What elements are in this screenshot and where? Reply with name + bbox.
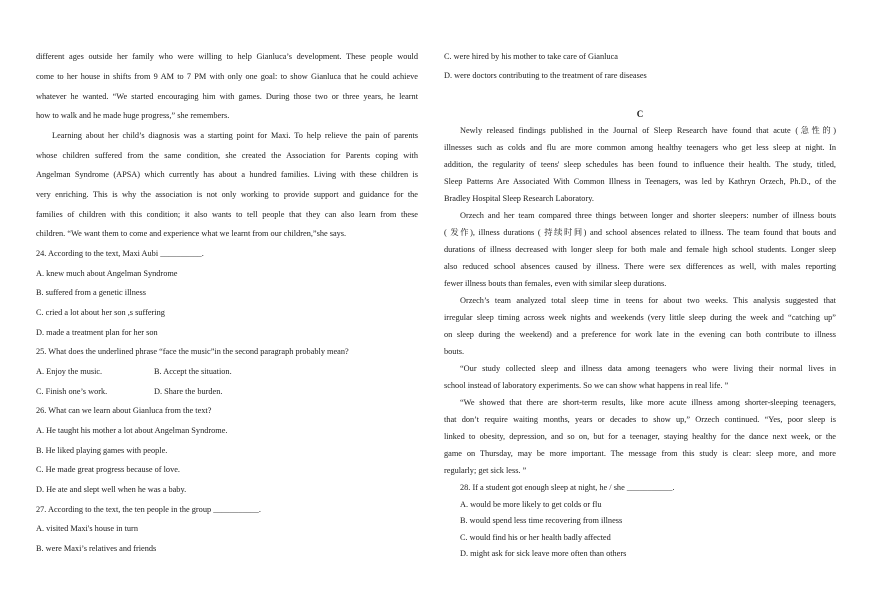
option: C. would find his or her health badly affected (460, 533, 611, 542)
option: B. suffered from a genetic illness (36, 288, 146, 297)
text-line: illnesses such as colds and flu are more common among healthy teenagers who get less sleep at night. In (444, 143, 836, 152)
text-line: whatever he wanted. “We started encouraging him with games. During those two or three years, he learnt (36, 92, 418, 101)
text-line: irregular sleep timing across week nights and weekends (very little sleep during the week and “catching up” (444, 313, 836, 322)
option: A. knew much about Angelman Syndrome (36, 269, 178, 278)
text-line: on sleep during the weekend) and a preference for work late in the evening can both contribute to illness (444, 330, 836, 339)
section-heading: C (636, 109, 644, 119)
option: A. Enjoy the music. (36, 367, 103, 376)
option: D. made a treatment plan for her son (36, 328, 158, 337)
text-line: come to her house in shifts from 9 AM to 7 PM with only one goal: to show Gianluca that he could achieve (36, 72, 418, 81)
text-line: also reduced school absences caused by illness. There were sex differences as well, with males reporting (444, 262, 836, 271)
option: B. Accept the situation. (154, 367, 232, 376)
option: B. He liked playing games with people. (36, 446, 168, 455)
text-line: different ages outside her family who were willing to help Gianluca’s development. These people would (36, 52, 418, 61)
text-line: whose children suffered from the same condition, she created the Association for Parents coping with (36, 151, 418, 160)
text-line: Learning about her child’s diagnosis was a starting point for Maxi. To help relieve the pain of parents (52, 131, 418, 140)
text-line: “Our study collected sleep and illness data among teenagers who were living their normal lives in (460, 364, 836, 373)
text-line: Newly released findings published in the Journal of Sleep Research have found that acute (急性的) (460, 126, 836, 135)
question-26: 26. What can we learn about Gianluca from the text? (36, 406, 212, 415)
text-line: Orzech and her team compared three things between longer and shorter sleepers: number of illness bouts (460, 211, 836, 220)
text-line: that don’t require waiting months, years or decades to show up,” Orzech continued. “Yes, poor sleep is (444, 415, 836, 424)
question-27: 27. According to the text, the ten people in the group ___________. (36, 505, 261, 514)
text-line: linked to obesity, depression, and so on, but for a teenager, staying healthy for the dance next week, or the (444, 432, 836, 441)
text-line: Orzech’s team analyzed total sleep time in teens for about two weeks. This analysis suggested that (460, 296, 836, 305)
question-24: 24. According to the text, Maxi Aubi __________. (36, 249, 204, 258)
text-line: Sleep Patterns Are Associated With Common Illness in Teenagers, was led by Kathryn Orzech, Ph.D., of the (444, 177, 836, 186)
option: D. might ask for sick leave more often than others (460, 549, 627, 558)
text-line: “We showed that there are short-term results, like more acute illness among shorter-sleeping teenagers, (460, 398, 836, 407)
text-line: very enriching. This is why the association is not only working to provide support and guidance for the (36, 190, 418, 199)
text-line: bouts. (444, 347, 465, 356)
option: D. Share the burden. (154, 387, 223, 396)
question-25: 25. What does the underlined phrase “face the music”in the second paragraph probably mean? (36, 347, 349, 356)
text-line: Angelman Syndrome (APSA) which currently has about a hundred families. Living with these children is (36, 170, 418, 179)
question-28: 28. If a student got enough sleep at night, he / she ___________. (460, 483, 675, 492)
option: D. were doctors contributing to the treatment of rare diseases (444, 71, 647, 80)
option: C. Finish one’s work. (36, 387, 108, 396)
option: C. cried a lot about her son ,s suffering (36, 308, 165, 317)
text-line: regularly; get sick less. ” (444, 466, 527, 475)
option: B. were Maxi’s relatives and friends (36, 544, 157, 553)
option: A. He taught his mother a lot about Angelman Syndrome. (36, 426, 228, 435)
option: A. visited Maxi's house in turn (36, 524, 138, 533)
option: C. He made great progress because of love. (36, 465, 180, 474)
text-line: families of children with this condition; it also wants to tell people that they can also learn from these (36, 210, 418, 219)
text-line: durations of illness decreased with longer sleep for both male and female high school students. Longer sleep (444, 245, 836, 254)
text-line: addition, the regularity of teens' sleep schedules has been found to influence their health. The study, titled, (444, 160, 836, 169)
option: D. He ate and slept well when he was a baby. (36, 485, 187, 494)
text-line: how to walk and he made huge progress,” she remembers. (36, 111, 230, 120)
text-line: school instead of laboratory experiments. So we can show what happens in real life. ” (444, 381, 729, 390)
option: C. were hired by his mother to take care of Gianluca (444, 52, 618, 61)
option: B. would spend less time recovering from illness (460, 516, 623, 525)
option: A. would be more likely to get colds or flu (460, 500, 602, 509)
text-line: ( 发作), illness durations ( 持续时间) and school absences related to illness. The team found that bouts and (444, 228, 836, 237)
text-line: game on Thursday, may be more important. The message from this study is clear: sleep more, and more (444, 449, 836, 458)
text-line: Bradley Hospital Sleep Research Laboratory. (444, 194, 594, 203)
text-line: children. “We want them to come and experience what we learnt from our children,”she says. (36, 229, 347, 238)
text-line: fewer illness bouts than females, even with similar sleep durations. (444, 279, 667, 288)
